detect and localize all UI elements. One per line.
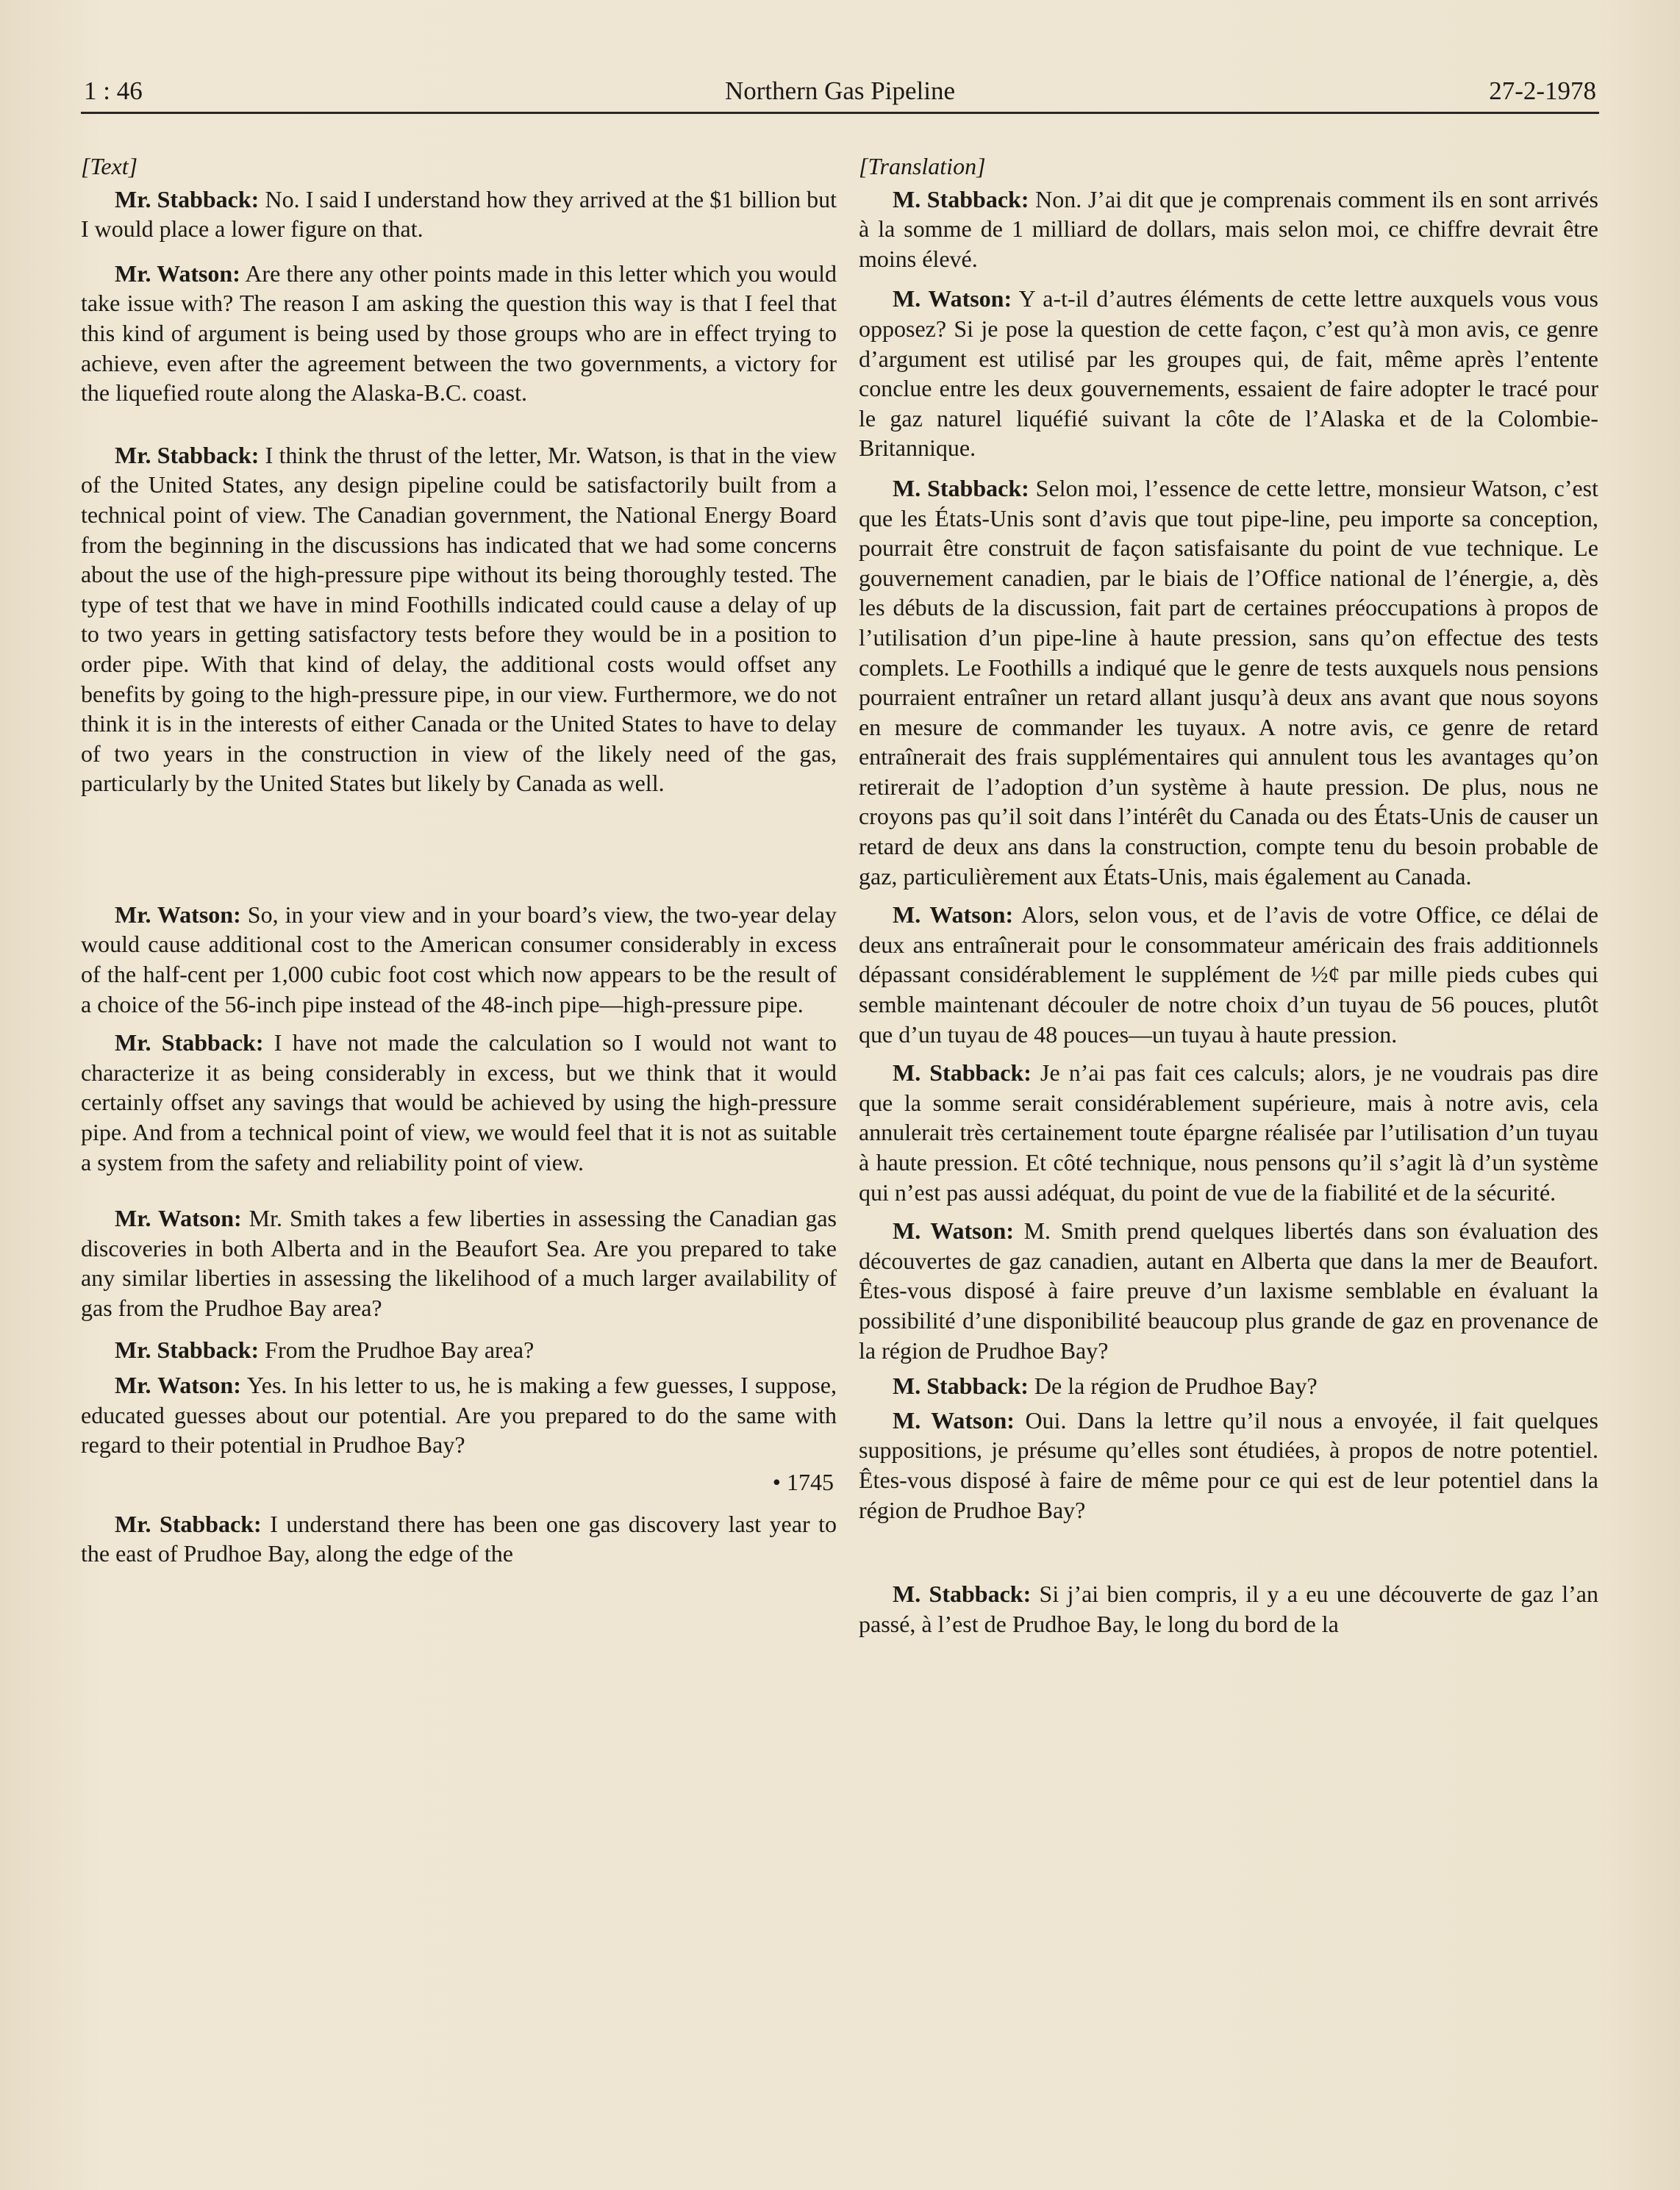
speaker: M. Watson:: [893, 901, 1014, 928]
paragraph: [859, 1058, 1598, 1207]
speaker: M. Stabback:: [893, 185, 1029, 212]
speech: Si j’ai bien compris, il y a eu une découverte de gaz l’an passé, à l’est de Prudhoe Bay, le long du bord de la: [859, 1581, 1599, 1637]
english-column: [81, 151, 837, 1569]
speaker: Mr. Watson:: [115, 1205, 242, 1232]
french-column: [859, 151, 1598, 1639]
speech: Non. J’ai dit que je comprenais comment ils en sont arrivés à la somme de 1 milliard de dollars, mais selon moi, ce chiffre devrait être moins élevé.: [859, 185, 1599, 272]
paragraph: [859, 1371, 1598, 1401]
speech: Yes. In his letter to us, he is making a few guesses, I suppose, educated guesses about our potential. Are you prepared to do the same with regard to their potential in Prudhoe Bay?: [81, 1372, 837, 1459]
paragraph: [81, 1509, 837, 1569]
speaker: Mr. Watson:: [115, 901, 241, 928]
speech: Selon moi, l’essence de cette lettre, monsieur Watson, c’est que les États-Unis sont d’avis que tout pipe-line, peu importe sa conception, pourrait être construit de façon satisfaisante du point de vue technique. Le gouvernement canadien, par le biais de l’Office national de l’énergie, a, dès les débuts de la discussion, fait part de certaines préoccupations à propos de l’utilisation d’un pipe-line à haute pression, sans qu’on effectue des tests complets. Le Foothills a indiqué que le genre de tests auxquels nous pensions pourraient entraîner un retard allant jusqu’à deux ans avant que nous soyons en mesure de commander les tuyaux. A notre avis, ce genre de retard entraînerait des frais supplémentaires qui annulent tous les avantages qu’on retirerait de l’adoption d’un système à haute pression. De plus, nous ne croyons pas qu’il soit dans l’intérêt du Canada ou des États-Unis de causer un retard de deux ans dans la construction, compte tenu du besoin probable de gaz, particulièrement aux États-Unis, mais également au Canada.: [859, 474, 1599, 890]
running-title: Northern Gas Pipeline: [725, 76, 955, 105]
paragraph: [81, 1028, 837, 1177]
speech: Alors, selon vous, et de l’avis de votre Office, ce délai de deux ans entraînerait pour le consommateur américain des frais additionnels dépassant considérablement le supplément de ½¢ par mille pieds cubes qui semble maintenant découler de notre choix d’un tuyau de 56 pouces, plutôt que d’un tuyau de 48 pouces—un tuyau à haute pression.: [859, 901, 1599, 1048]
speech: I have not made the calculation so I would not want to characterize it as being considerably in excess, but we think that it would certainly offset any savings that would be achieved by using the high-pressure pipe. And from a technical point of view, we would feel that it is not as suitable a system from the safety and reliability point of view.: [81, 1029, 837, 1175]
speaker: Mr. Stabback:: [115, 1336, 260, 1363]
translation-marker: [Translation]: [859, 153, 986, 179]
speech: Oui. Dans la lettre qu’il nous a envoyée, il fait quelques suppositions, je présume qu’elles sont étudiées, à propos de notre potentiel. Êtes-vous disposé à faire de même pour ce qui est de leur potentiel dans la région de Prudhoe Bay?: [859, 1406, 1599, 1523]
page-number: 1 : 46: [84, 76, 143, 105]
text-marker: [Text]: [81, 153, 138, 179]
page-header: [81, 76, 1599, 114]
speaker: M. Stabback:: [893, 474, 1029, 501]
speech: Y a-t-il d’autres éléments de cette lettre auxquels vous vous opposez? Si je pose la question de cette façon, c’est qu’à mon avis, ce genre d’argument est utilisé par les groupes qui, de fait, même après l’entente conclue entre les deux gouvernements, essaient de faire adopter le tracé pour le gaz naturel liquéfié suivant la côte de l’Alaska et de la Colombie-Britannique.: [859, 285, 1599, 462]
speaker: M. Watson:: [893, 1406, 1015, 1434]
paragraph: [859, 1579, 1598, 1639]
speech: Are there any other points made in this letter which you would take issue with? The reason I am asking the question this way is that I feel that this kind of argument is being used by those groups who are in effect trying to achieve, even after the agreement between the two governments, a victory for the liquefied route along the Alaska-B.C. coast.: [81, 260, 837, 407]
paragraph: [859, 473, 1598, 891]
speaker: Mr. Watson:: [115, 1372, 241, 1399]
speaker: Mr. Stabback:: [115, 1510, 262, 1537]
paragraph: [859, 185, 1598, 274]
paragraph: [81, 1335, 837, 1365]
speech: I think the thrust of the letter, Mr. Watson, is that in the view of the United States, any design pipeline could be satisfactorily built from a technical point of view. The Canadian government, the National Energy Board from the beginning in the discussions has indicated that we had some concerns about the use of the high-pressure pipe without its being thoroughly tested. The type of test that we have in mind Foothills indicated could cause a delay of up to two years in getting satisfactory tests before they would be in a position to order pipe. With that kind of delay, the additional costs would offset any benefits by going to the high-pressure pipe, in our view. Furthermore, we do not think it is in the interests of either Canada or the United States to have to delay of two years in the construction in view of the likely need of the gas, particularly by the United States but likely by Canada as well.: [81, 441, 837, 797]
speaker: Mr. Stabback:: [115, 441, 260, 468]
paragraph: [859, 1406, 1598, 1525]
paragraph: [81, 1203, 837, 1323]
speech: I understand there has been one gas discovery last year to the east of Prudhoe Bay, along the edge of the: [81, 1510, 837, 1567]
paragraph: [81, 900, 837, 1019]
sitting-date: 27-2-1978: [1489, 76, 1596, 105]
paragraph: [859, 284, 1598, 463]
speaker: Mr. Watson:: [115, 260, 240, 287]
speaker: Mr. Stabback:: [115, 1029, 264, 1056]
speech: So, in your view and in your board’s view, the two-year delay would cause additional cost to the American consumer considerably in excess of the half-cent per 1,000 cubic foot cost which now appears to be the result of a choice of the 56-inch pipe instead of the 48-inch pipe—high-pressure pipe.: [81, 901, 837, 1017]
speaker: M. Stabback:: [893, 1373, 1029, 1400]
time-marker: • 1745: [772, 1468, 834, 1495]
speech: Mr. Smith takes a few liberties in assessing the Canadian gas discoveries in both Alberta and in the Beaufort Sea. Are you prepared to take any similar liberties in assessing the likelihood of a much larger availability of gas from the Prudhoe Bay area?: [81, 1205, 837, 1321]
paragraph: [81, 1370, 837, 1460]
speech: De la région de Prudhoe Bay?: [1028, 1373, 1318, 1400]
speaker: M. Watson:: [893, 285, 1012, 312]
speaker: M. Watson:: [893, 1217, 1015, 1245]
speech: Je n’ai pas fait ces calculs; alors, je ne voudrais pas dire que la somme serait considérablement supérieure, mais à notre avis, cela annulerait très certainement toute épargne réalisée par l’utilisation d’un tuyau à haute pression. Et côté technique, nous pensons qu’il s’agit là d’un système qui n’est pas aussi adéquat, du point de vue de la fiabilité et de la sécurité.: [859, 1059, 1599, 1206]
speech: No. I said I understand how they arrived at the $1 billion but I would place a lower figure on that.: [81, 185, 837, 243]
paragraph: [81, 185, 837, 244]
speech: From the Prudhoe Bay area?: [259, 1336, 535, 1363]
speaker: M. Stabback:: [893, 1581, 1032, 1608]
paragraph: [81, 259, 837, 408]
speech: M. Smith prend quelques libertés dans son évaluation des découvertes de gaz canadien, autant en Alberta que dans la mer de Beaufort. Êtes-vous disposé à faire preuve d’un laxisme semblable en évaluant la possibilité d’une disponibilité beaucoup plus grande de gaz en provenance de la région de Prudhoe Bay?: [859, 1217, 1599, 1364]
paragraph: [859, 1216, 1598, 1365]
speaker: M. Stabback:: [893, 1059, 1032, 1087]
paragraph: [859, 900, 1598, 1049]
paragraph: [81, 440, 837, 798]
speaker: Mr. Stabback:: [115, 185, 260, 212]
